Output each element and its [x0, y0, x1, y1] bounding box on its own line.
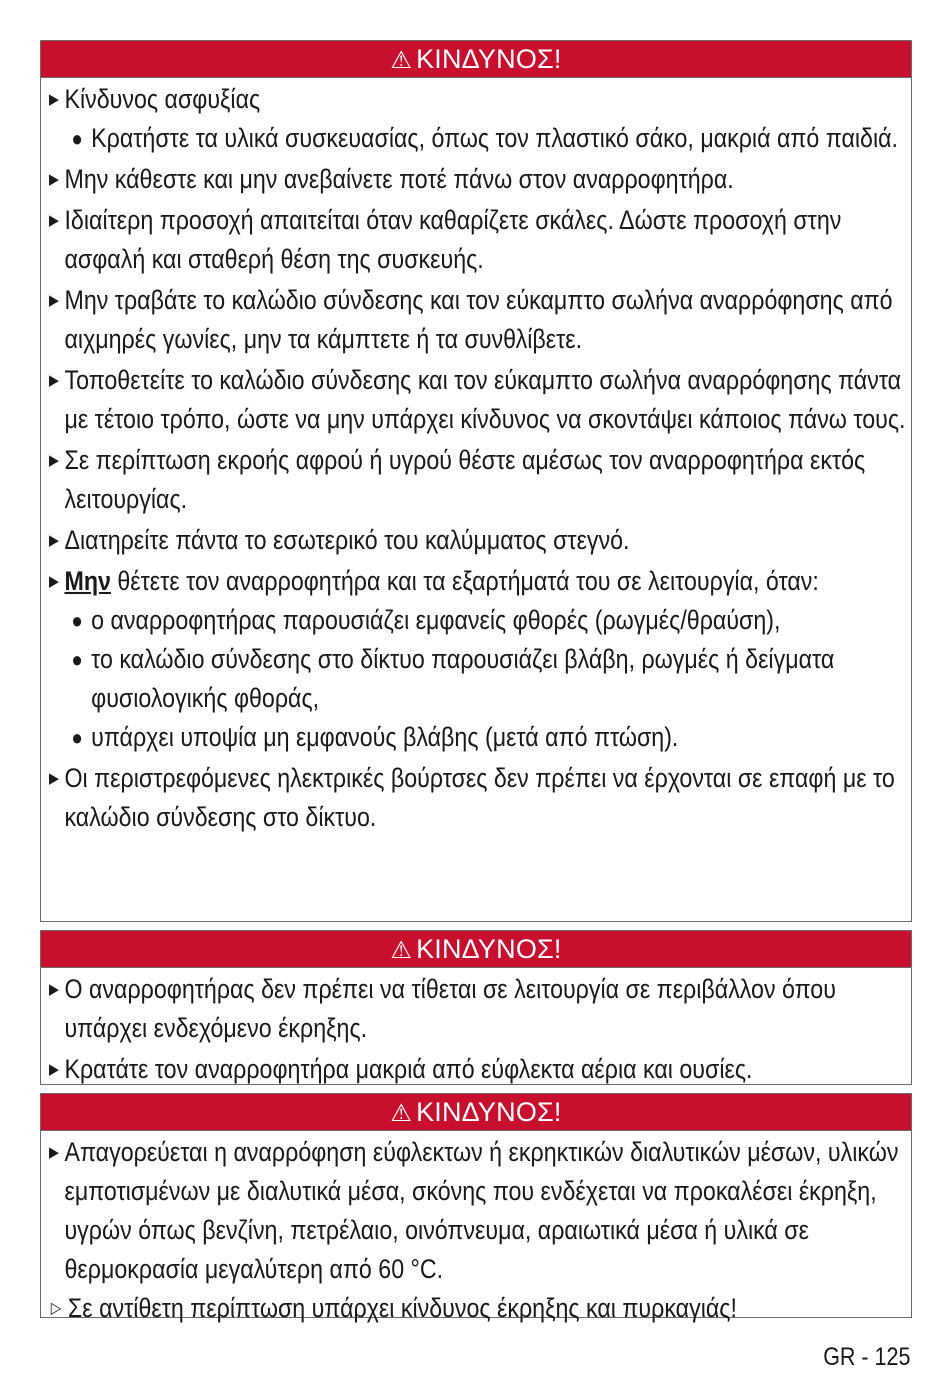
triangle-right-icon: ▶	[49, 981, 59, 998]
danger-box-3	[40, 1093, 912, 1323]
triangle-right-icon: ▶	[49, 91, 59, 108]
list-item: ▶ Μην θέτετε τον αναρροφητήρα και τα εξαρτήματά του σε λειτουργία, όταν:	[49, 562, 918, 601]
triangle-right-icon: ▶	[49, 292, 59, 309]
danger-box-2	[40, 930, 912, 1085]
list-item: ▶ Μην τραβάτε το καλώδιο σύνδεσης και τον εύκαμπτο σωλήνα αναρρόφησης από αιχμηρές γωνίες, μην τα κάμπτετε ή τα συνθλίβετε.	[49, 281, 918, 359]
danger-heading: ⚠ KΙΝΔΥΝΟΣ!	[41, 1094, 911, 1131]
warning-triangle-icon: ⚠	[390, 1100, 413, 1127]
danger-body	[41, 970, 911, 1089]
list-item: ● το καλώδιο σύνδεσης στο δίκτυο παρουσιάζει βλάβη, ρωγμές ή δείγματα φυσιολογικής φθοράς,	[49, 640, 945, 718]
bullet-dot-icon: ●	[71, 608, 83, 633]
emphasis-word: Μην	[64, 566, 111, 596]
triangle-right-icon: ▶	[49, 532, 59, 549]
bullet-dot-icon: ●	[71, 647, 83, 672]
list-item: ● ο αναρροφητήρας παρουσιάζει εμφανείς φθορές (ρωγμές/θραύση),	[49, 601, 945, 640]
list-item: ▶ Οι περιστρεφόμενες ηλεκτρικές βούρτσες δεν πρέπει να έρχονται σε επαφή με το καλώδιο σύνδεσης στο δίκτυο.	[49, 759, 918, 837]
danger-box-1	[40, 40, 912, 922]
list-item: ▶ Απαγορεύεται η αναρρόφηση εύφλεκτων ή εκρηκτικών διαλυτικών μέσων, υλικών εμποτισμένων με διαλυτικά μέσα, σκόνης που ενδέχεται να προκαλέσει έκρηξη, υγρών όπως βενζίνη, πετρέλαιο, οινόπνευμα, αραιωτικά μέσα ή υλικά σε θερμοκρασία μεγαλύτερη από 60 °C.	[49, 1133, 918, 1289]
warning-triangle-icon: ⚠	[390, 937, 413, 964]
triangle-right-icon: ▶	[49, 1061, 59, 1078]
list-item: ● υπάρχει υποψία μη εμφανούς βλάβης (μετά από πτώση).	[49, 718, 945, 757]
danger-body	[41, 80, 911, 837]
list-item: ▶ Ο αναρροφητήρας δεν πρέπει να τίθεται σε λειτουργία σε περιβάλλον όπου υπάρχει ενδεχόμενο έκρηξης.	[49, 970, 918, 1048]
danger-heading: ⚠ KΙΝΔΥΝΟΣ!	[41, 41, 911, 78]
outline-triangle-right-icon: ▷	[50, 1300, 62, 1317]
list-item: ▶ Σε περίπτωση εκροής αφρού ή υγρού θέστε αμέσως τον αναρροφητήρα εκτός λειτουργίας.	[49, 441, 918, 519]
triangle-right-icon: ▶	[49, 770, 59, 787]
triangle-right-icon: ▶	[49, 573, 59, 590]
list-item: ▶ Κίνδυνος ασφυξίας	[49, 80, 918, 119]
list-item: ▶ Κρατάτε τον αναρροφητήρα μακριά από εύφλεκτα αέρια και ουσίες.	[49, 1050, 918, 1089]
list-item: ▷ Σε αντίθετη περίπτωση υπάρχει κίνδυνος έκρηξης και πυρκαγιάς!	[49, 1289, 922, 1328]
triangle-right-icon: ▶	[49, 1144, 59, 1161]
danger-body	[41, 1133, 911, 1328]
triangle-right-icon: ▶	[49, 212, 59, 229]
danger-heading: ⚠ KΙΝΔΥΝΟΣ!	[41, 931, 911, 968]
warning-triangle-icon: ⚠	[390, 47, 413, 74]
list-item: ▶ Διατηρείτε πάντα το εσωτερικό του καλύμματος στεγνό.	[49, 521, 918, 560]
bullet-dot-icon: ●	[71, 126, 83, 151]
triangle-right-icon: ▶	[49, 372, 59, 389]
list-item: ▶ Μην κάθεστε και μην ανεβαίνετε ποτέ πάνω στον αναρροφητήρα.	[49, 160, 918, 199]
list-item: ▶ Τοποθετείτε το καλώδιο σύνδεσης και τον εύκαμπτο σωλήνα αναρρόφησης πάντα με τέτοιο τρόπο, ώστε να μην υπάρχει κίνδυνος να σκοντάψει κάποιος πάνω τους.	[49, 361, 918, 439]
triangle-right-icon: ▶	[49, 171, 59, 188]
list-item: ● Κρατήστε τα υλικά συσκευασίας, όπως τον πλαστικό σάκο, μακριά από παιδιά.	[49, 119, 945, 158]
triangle-right-icon: ▶	[49, 452, 59, 469]
page-number: GR - 125	[822, 1343, 910, 1371]
bullet-dot-icon: ●	[71, 725, 83, 750]
list-item: ▶ Ιδιαίτερη προσοχή απαιτείται όταν καθαρίζετε σκάλες. Δώστε προσοχή στην ασφαλή και σταθερή θέση της συσκευής.	[49, 201, 918, 279]
